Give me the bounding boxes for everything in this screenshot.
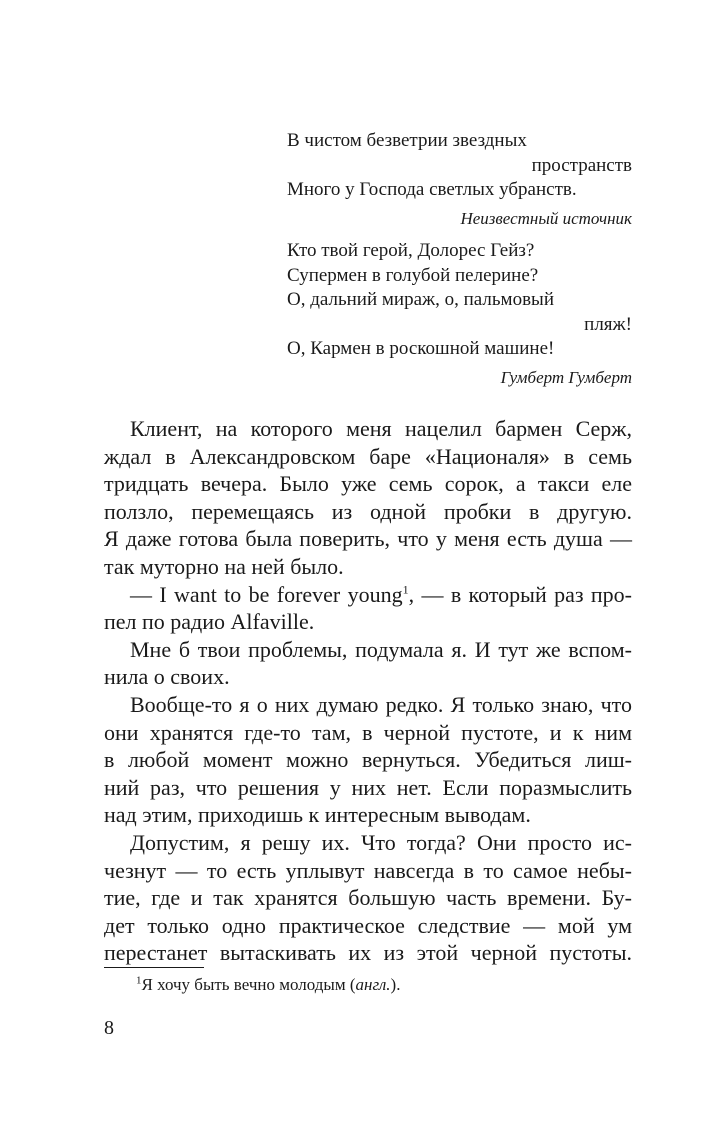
footnote-tail: ). (390, 975, 401, 994)
epigraph-line: Кто твой герой, Долорес Гейз? (287, 240, 535, 261)
epigraph-line: В чистом безветрии звездных (287, 130, 527, 151)
text-line: Я даже готова была поверить, что у меня есть душа — (104, 526, 632, 552)
text-line: в любой момент можно вернуться. Убедиться лиш- (104, 747, 632, 773)
text-line: они хранятся где-то там, в черной пустоте, и к ним (104, 719, 632, 745)
epigraph-line: пляж! (584, 313, 632, 335)
epigraph-attribution: Неизвестный источник (460, 208, 632, 228)
text-line: нила о своих. (104, 664, 230, 690)
text-line: дет только одно практическое следствие — мой ум (104, 912, 632, 938)
text-line: Допустим, я решу их. Что тогда? Они просто ис- (130, 829, 632, 855)
text-line: тридцать вечера. Было уже семь сорок, а такси еле (104, 471, 632, 497)
epigraph-line: Много у Господа светлых убранств. (287, 179, 577, 200)
footnote-reference[interactable]: 1 (402, 582, 409, 597)
text-line: ползло, перемещаясь из одной пробки в другую. (104, 498, 632, 524)
text-line: ний раз, что решения у них нет. Если поразмыслить (104, 774, 632, 800)
text-line: пел по радио Alfaville. (104, 609, 315, 635)
footnote (136, 974, 400, 996)
body-text (104, 415, 632, 967)
text-line: перестанет вытаскивать их из этой черной пустоты. (104, 940, 632, 966)
text-line: Клиент, на которого меня нацелил бармен Серж, (130, 416, 632, 441)
text-line: так муторно на ней было. (104, 553, 344, 579)
text-line: ждал в Александровском баре «Националя» в семь (104, 443, 632, 469)
epigraph-1 (287, 129, 632, 231)
footnote-text: Я хочу быть вечно молодым ( (141, 975, 356, 994)
epigraph-line: О, Кармен в роскошной машине! (287, 338, 555, 359)
text-line: над этим, приходишь к интересным выводам. (104, 802, 531, 828)
footnote-number: 1 (136, 974, 142, 987)
epigraph-attribution: Гумберт Гумберт (500, 367, 632, 387)
epigraph-line: О, дальний мираж, о, пальмовый (287, 289, 554, 310)
footnote-emphasis: англ. (355, 975, 391, 994)
footnote-divider (104, 967, 204, 968)
page-number: 8 (104, 1017, 114, 1039)
epigraph-2 (287, 239, 632, 390)
epigraph-line: Супермен в голубой пелерине? (287, 264, 539, 286)
text-line: Мне б твои проблемы, подумала я. И тут же вспом- (130, 636, 632, 662)
text-line: тие, где и так хранятся большую часть времени. Бу- (104, 885, 632, 911)
epigraph-line: пространств (531, 154, 632, 176)
dialogue-text: , — в который раз про- (408, 581, 632, 607)
text-line: чезнут — то есть уплывут навсегда в то самое небы- (104, 857, 632, 883)
dialogue-text: — I want to be forever young (130, 581, 403, 607)
text-line (104, 581, 632, 609)
text-line: Вообще-то я о них думаю редко. Я только знаю, что (130, 691, 632, 717)
